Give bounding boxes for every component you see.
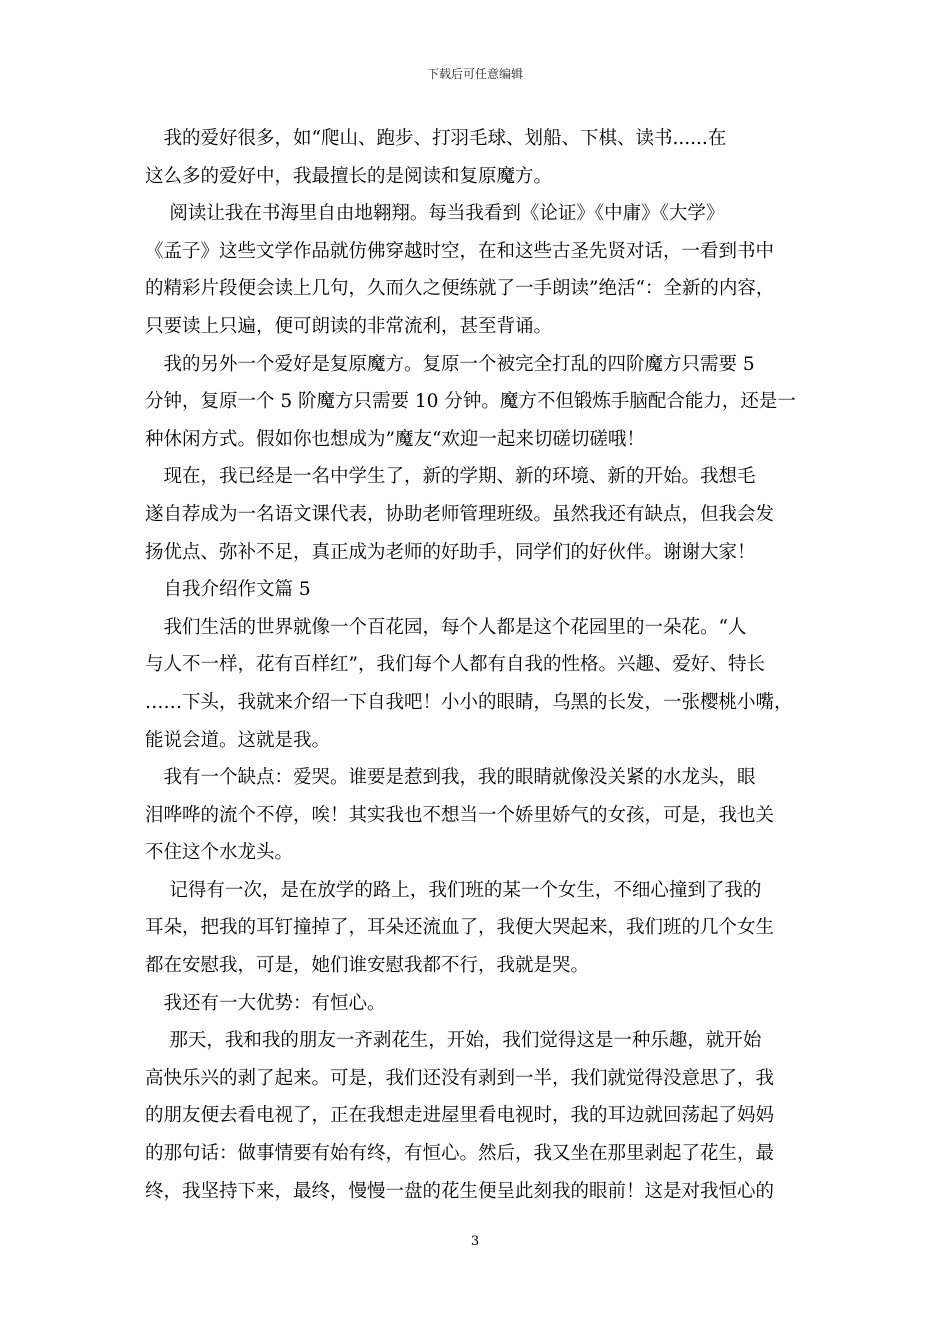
text-line: 自我介绍作文篇 5 (145, 579, 311, 601)
text-line: 扬优点、弥补不足，真正成为老师的好助手，同学们的好伙伴。谢谢大家！ (145, 541, 756, 563)
text-line: 高快乐兴的剥了起来。可是，我们还没有剥到一半，我们就觉得没意思了，我 (145, 1067, 775, 1089)
text-line: 《孟子》这些文学作品就仿佛穿越时空，在和这些古圣先贤对话，一看到书中 (145, 240, 775, 262)
text-line: 只要读上只遍，便可朗读的非常流利，甚至背诵。 (145, 315, 553, 337)
text-line: 遂自荐成为一名语文课代表，协助老师管理班级。虽然我还有缺点，但我会发 (145, 503, 775, 525)
text-line: 的精彩片段便会读上几句，久而久之便练就了一手朗读”绝活“：全新的内容， (145, 278, 775, 300)
text-line: 我有一个缺点：爱哭。谁要是惹到我，我的眼睛就像没关紧的水龙头，眼 (145, 767, 756, 789)
text-line: 的朋友便去看电视了，正在我想走进屋里看电视时，我的耳边就回荡起了妈妈 (145, 1105, 775, 1127)
text-line: 现在，我已经是一名中学生了，新的学期、新的环境、新的开始。我想毛 (145, 466, 756, 488)
text-line: 我们生活的世界就像一个百花园，每个人都是这个花园里的一朵花。“人 (145, 616, 747, 638)
page-number: 3 (470, 1234, 480, 1249)
text-line: 泪哗哗的流个不停，唉！其实我也不想当一个娇里娇气的女孩，可是，我也关 (145, 804, 775, 826)
text-line: 分钟，复原一个 5 阶魔方只需要 10 分钟。魔方不但锻炼手脑配合能力，还是一 (145, 391, 796, 413)
text-line: 不住这个水龙头。 (145, 842, 294, 864)
text-line: 耳朵，把我的耳钉撞掉了，耳朵还流血了，我便大哭起来，我们班的几个女生 (145, 917, 775, 939)
text-line: 我还有一大优势：有恒心。 (145, 992, 386, 1014)
text-line: 的那句话：做事情要有始有终，有恒心。然后，我又坐在那里剥起了花生，最 (145, 1143, 775, 1165)
text-line: 与人不一样，花有百样红”，我们每个人都有自我的性格。兴趣、爱好、特长 (145, 654, 765, 676)
text-line: 终，我坚持下来，最终，慢慢一盘的花生便呈此刻我的眼前！这是对我恒心的 (145, 1180, 775, 1202)
document-body (145, 120, 817, 1210)
text-line: 记得有一次，是在放学的路上，我们班的某一个女生，不细心撞到了我的 (145, 879, 762, 901)
text-line: 能说会道。这就是我。 (145, 729, 331, 751)
text-line: 阅读让我在书海里自由地翱翔。每当我看到《论证》《中庸》《大学》 (145, 203, 725, 225)
text-line: ……下头，我就来介绍一下自我吧！小小的眼睛，乌黑的长发，一张樱桃小嘴， (145, 691, 793, 713)
text-line: 种休闲方式。假如你也想成为”魔友“欢迎一起来切磋切磋哦！ (145, 428, 645, 450)
text-line: 我的爱好很多，如“爬山、跑步、打羽毛球、划船、下棋、读书......在 (145, 128, 727, 149)
text-line: 这么多的爱好中，我最擅长的是阅读和复原魔方。 (145, 165, 553, 187)
text-line: 我的另外一个爱好是复原魔方。复原一个被完全打乱的四阶魔方只需要 5 (145, 353, 755, 375)
page-header: 下载后可任意编辑 (426, 67, 523, 81)
text-line: 都在安慰我，可是，她们谁安慰我都不行，我就是哭。 (145, 955, 590, 977)
text-line: 那天，我和我的朋友一齐剥花生，开始，我们觉得这是一种乐趣，就开始 (145, 1030, 762, 1052)
